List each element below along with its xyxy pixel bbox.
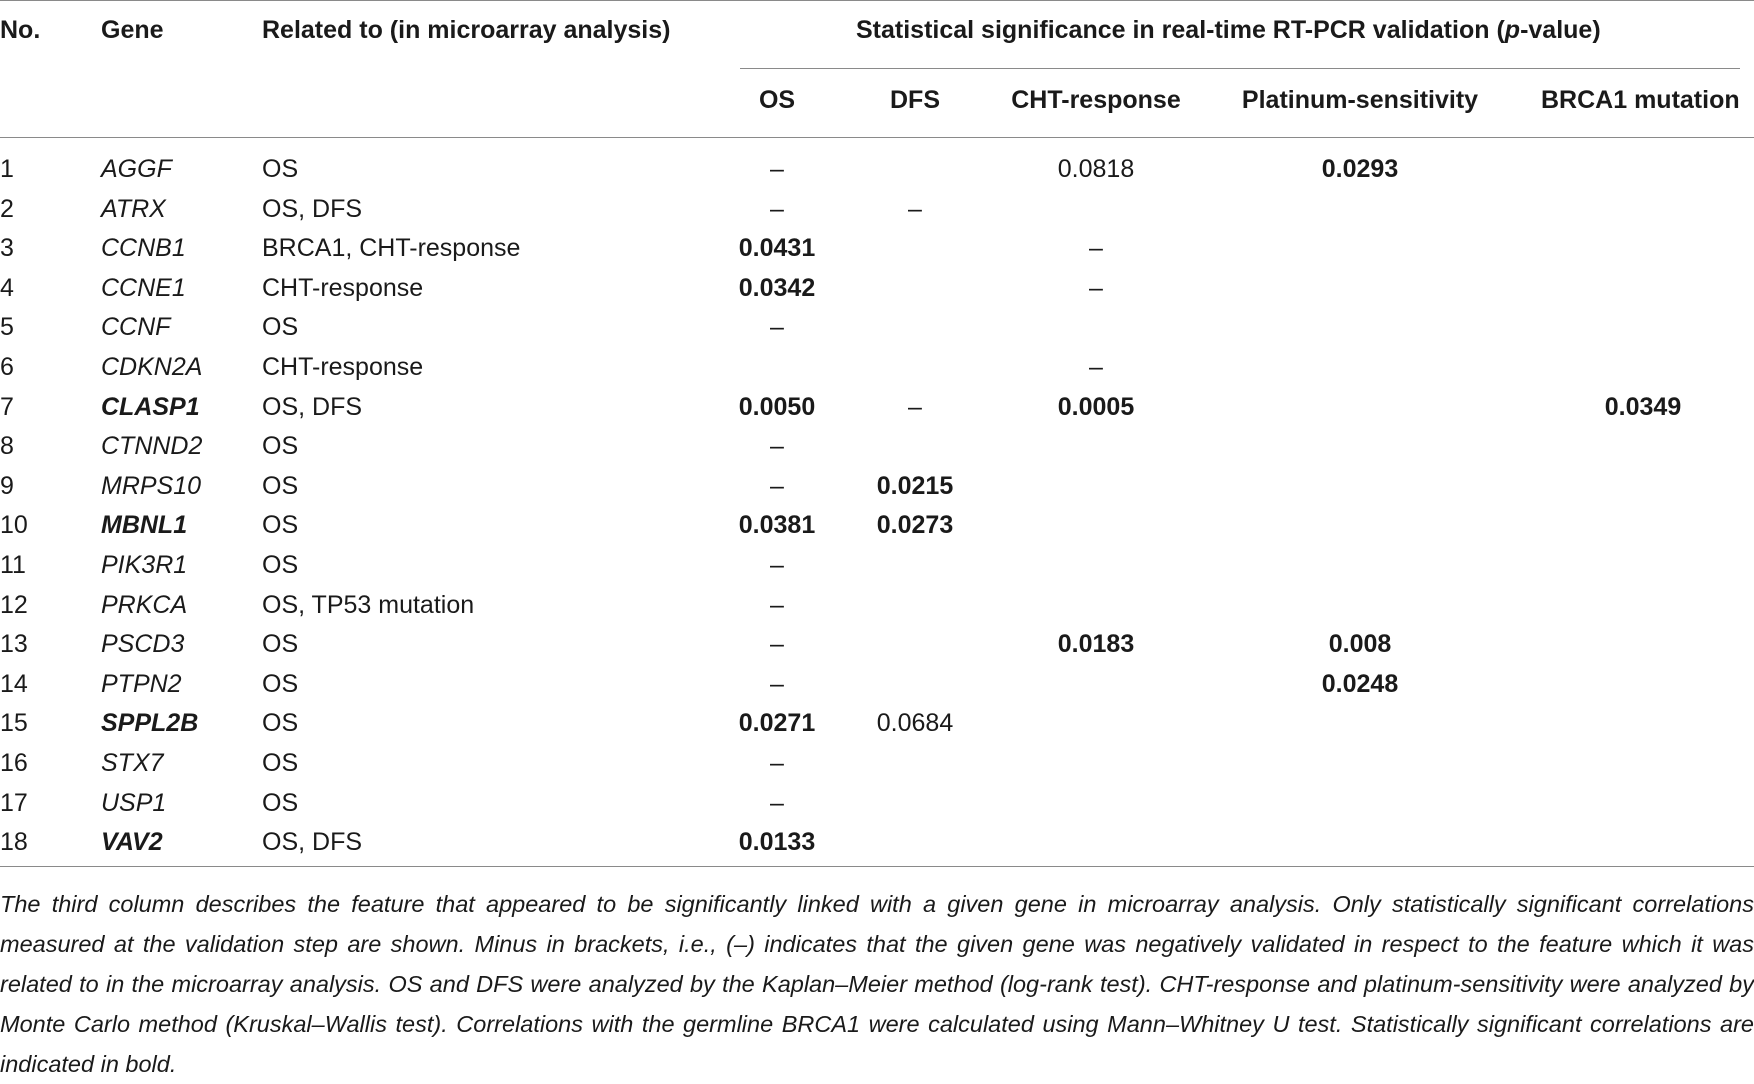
cell-no: 17 — [0, 788, 28, 817]
cell-no: 18 — [0, 828, 28, 857]
cell-dfs: 0.0215 — [876, 471, 954, 500]
cell-no: 4 — [0, 273, 14, 302]
cell-no: 9 — [0, 471, 14, 500]
cell-os: – — [770, 194, 784, 223]
cell-os: – — [770, 313, 784, 342]
cell-os: 0.0381 — [738, 511, 816, 540]
cell-no: 3 — [0, 234, 14, 263]
table-top-rule — [0, 0, 1754, 1]
cell-os: – — [770, 749, 784, 777]
header-os: OS — [758, 86, 796, 114]
cell-no: 2 — [0, 194, 14, 223]
cell-related: OS — [262, 313, 299, 342]
header-gene: Gene — [101, 16, 164, 44]
table-footnote: The third column describes the feature that appeared to be significantly linked with a given gene in microarray analysis. Only statistically significant correlations measured at the validation step are shown. Minus in brackets, i.e., (–) indicates that the given gene was negatively validated in respect to the feature which it was related to in the microarray analysis. OS and DFS were analyzed by the Kaplan–Meier method (log-rank test). CHT-response and platinum-sensitivity were analyzed by Monte Carlo method (Kruskal–Wallis test). Correlations with the germline BRCA1 were calculated using Mann–Whitney U test. Statistically significant correlations are indicated in bold. — [0, 891, 1754, 1077]
cell-related: OS — [262, 630, 299, 659]
cell-gene: PIK3R1 — [101, 551, 188, 579]
cell-gene: PTPN2 — [101, 669, 182, 698]
cell-gene: MRPS10 — [101, 471, 202, 500]
cell-gene: CCNE1 — [101, 273, 186, 302]
cell-related: OS — [262, 669, 299, 698]
header-platinum-sensitivity: Platinum-sensitivity — [1241, 86, 1479, 114]
cell-os: – — [770, 471, 784, 500]
cell-gene: USP1 — [101, 788, 167, 817]
header-sub-rule — [740, 68, 1740, 69]
cell-os: – — [770, 669, 784, 698]
cell-dfs: 0.0273 — [876, 511, 954, 540]
cell-cht: – — [1089, 273, 1103, 302]
header-stat-prefix: Statistical significance in real-time RT-PCR validation ( — [856, 16, 1505, 44]
cell-related: OS, DFS — [262, 828, 363, 857]
header-related: Related to (in microarray analysis) — [262, 16, 671, 44]
header-stat-p: p — [1504, 16, 1521, 44]
cell-related: OS, DFS — [262, 392, 363, 421]
cell-related: OS — [262, 709, 299, 738]
cell-no: 5 — [0, 313, 14, 342]
cell-gene: STX7 — [101, 749, 164, 777]
cell-gene: AGGF — [101, 155, 172, 183]
cell-no: 7 — [0, 392, 14, 421]
cell-no: 8 — [0, 432, 14, 461]
cell-os: 0.0431 — [738, 234, 816, 263]
cell-related: CHT-response — [262, 273, 424, 302]
cell-related: OS — [262, 788, 299, 817]
cell-related: OS — [262, 511, 299, 540]
cell-os: – — [770, 788, 784, 817]
table-bottom-rule — [0, 866, 1754, 867]
cell-related: OS — [262, 432, 299, 461]
cell-no: 12 — [0, 590, 28, 619]
cell-dfs: – — [908, 194, 922, 223]
cell-cht: 0.0005 — [1057, 392, 1135, 421]
cell-related: OS — [262, 551, 299, 579]
cell-os: – — [770, 432, 784, 461]
header-stat-suffix: -value) — [1520, 16, 1601, 44]
cell-related: CHT-response — [262, 353, 424, 381]
cell-os: – — [770, 155, 784, 183]
header-no: No. — [0, 16, 41, 44]
cell-no: 15 — [0, 709, 28, 738]
cell-cht: 0.0183 — [1057, 630, 1135, 659]
cell-os: 0.0342 — [738, 273, 816, 302]
cell-no: 10 — [0, 511, 28, 540]
cell-related: BRCA1, CHT-response — [262, 234, 521, 263]
cell-cht: – — [1089, 353, 1103, 381]
cell-os: 0.0050 — [738, 392, 816, 421]
cell-os: – — [770, 551, 784, 579]
cell-platinum: 0.0248 — [1321, 669, 1399, 698]
cell-gene: CCNB1 — [101, 234, 186, 263]
cell-no: 1 — [0, 155, 14, 183]
cell-related: OS — [262, 471, 299, 500]
cell-gene: CCNF — [101, 313, 171, 342]
header-brca1-mutation: BRCA1 mutation — [1541, 86, 1740, 114]
cell-gene: VAV2 — [101, 828, 163, 857]
header-dfs: DFS — [890, 86, 940, 114]
cell-related: OS — [262, 749, 299, 777]
cell-related: OS — [262, 155, 299, 183]
cell-no: 6 — [0, 353, 14, 381]
cell-brca1: 0.0349 — [1604, 392, 1682, 421]
cell-gene: PRKCA — [101, 590, 188, 619]
cell-gene: SPPL2B — [101, 709, 199, 738]
cell-dfs: 0.0684 — [876, 709, 954, 738]
cell-no: 16 — [0, 749, 28, 777]
header-bottom-rule — [0, 137, 1754, 138]
cell-gene: MBNL1 — [101, 511, 188, 540]
cell-platinum: 0.0293 — [1321, 155, 1399, 183]
header-statistical-significance — [856, 16, 1601, 45]
cell-dfs: – — [908, 392, 922, 421]
cell-os: – — [770, 590, 784, 619]
cell-os: – — [770, 630, 784, 659]
cell-related: OS, DFS — [262, 194, 363, 223]
header-cht-response: CHT-response — [1011, 86, 1181, 114]
cell-os: 0.0271 — [738, 709, 816, 738]
cell-cht: 0.0818 — [1057, 155, 1135, 183]
cell-gene: ATRX — [101, 194, 166, 223]
cell-cht: – — [1089, 234, 1103, 263]
cell-no: 14 — [0, 669, 28, 698]
cell-platinum: 0.008 — [1328, 630, 1392, 659]
cell-gene: CTNND2 — [101, 432, 203, 461]
cell-gene: CLASP1 — [101, 392, 200, 421]
cell-gene: CDKN2A — [101, 353, 203, 381]
cell-os: 0.0133 — [738, 828, 816, 857]
cell-gene: PSCD3 — [101, 630, 185, 659]
cell-no: 11 — [0, 551, 26, 579]
cell-no: 13 — [0, 630, 28, 659]
cell-related: OS, TP53 mutation — [262, 590, 475, 619]
